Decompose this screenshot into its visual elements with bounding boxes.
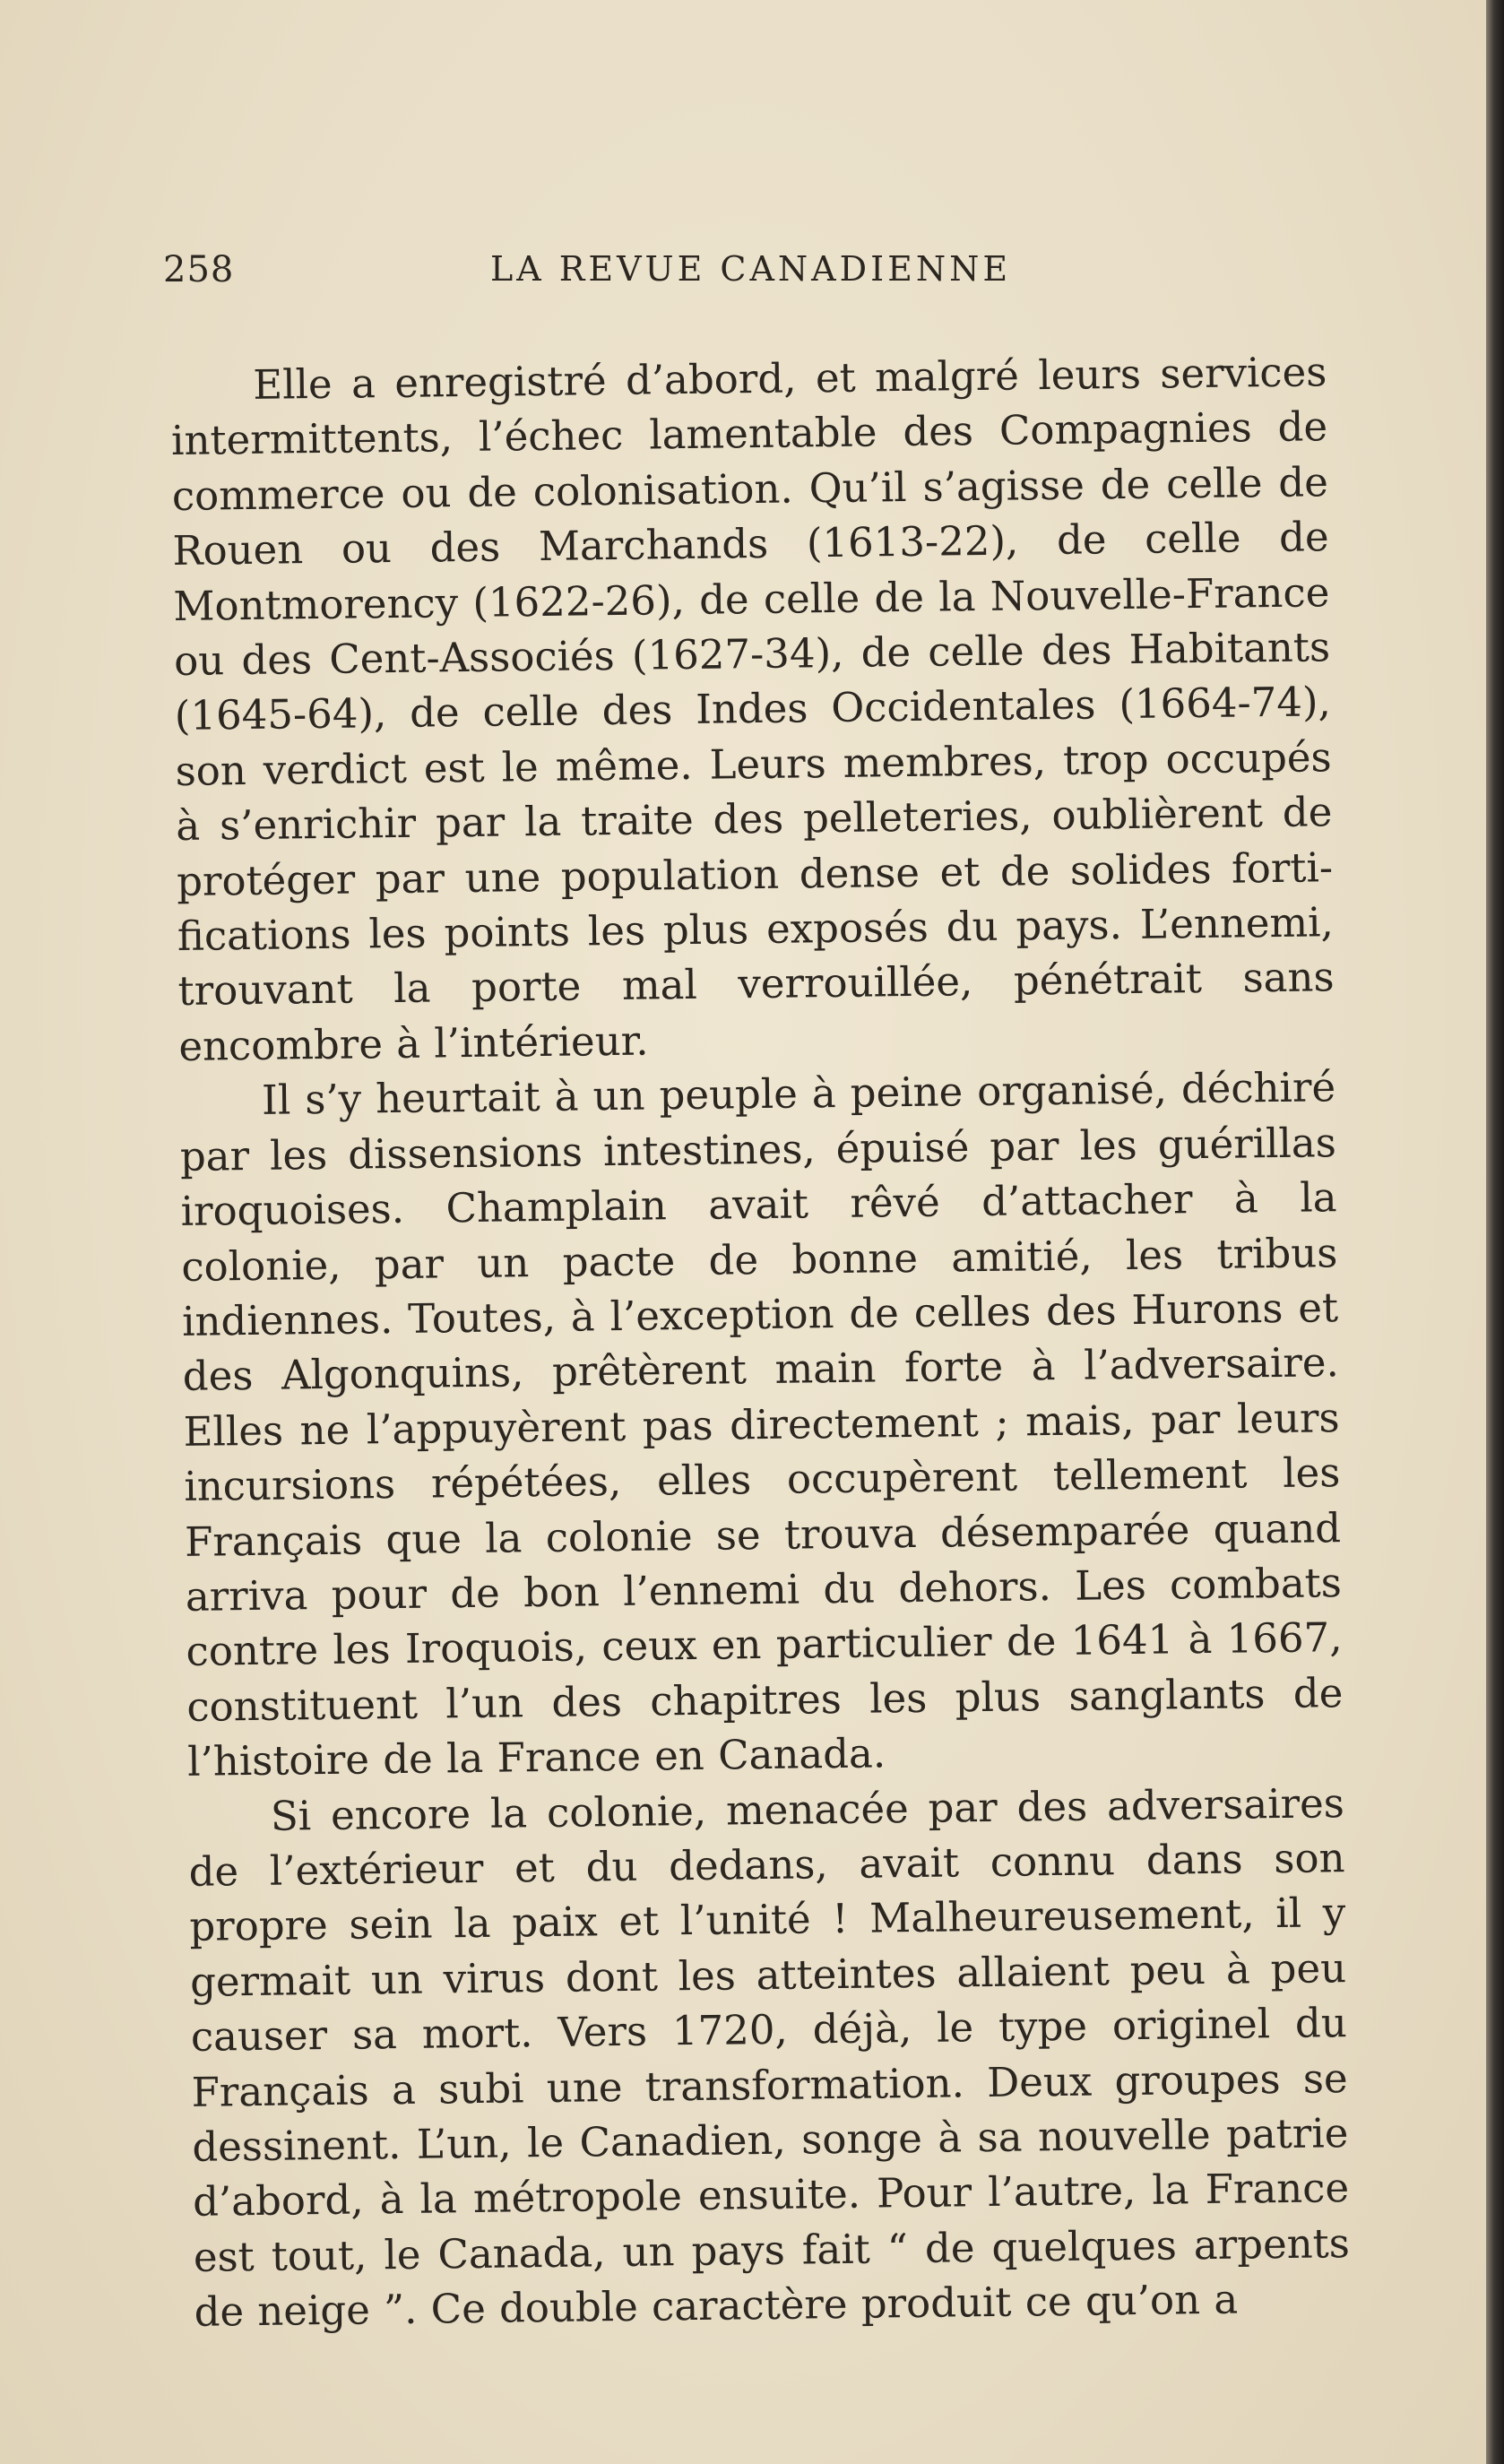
paragraph-3: Si encore la colonie, menacée par des adversaires de l’extérieur et du dedans, avait connu dans son propre sein la paix et l’unité ! Malheureusement, il y germait un virus dont les atteintes allaient peu à peu causer sa mort. Vers 1720, déjà, le type originel du Français a subi une transformation. Deux groupes se dessinent. L’un, le Canadien, songe à sa nouvelle patrie d’abord, à la métropole ensuite. Pour l’autre, la France est tout, le Canada, un pays fait “ de quelques arpents de neige ”. Ce double caractère produit ce qu’on a [188, 1778, 1351, 2337]
running-head [163, 249, 1328, 303]
page-number: 258 [163, 249, 235, 290]
page-binding-edge [1486, 0, 1504, 2464]
journal-title: LA REVUE CANADIENNE [490, 249, 1012, 289]
paragraph-1: Elle a enregistré d’abord, et malgré leurs services intermittents, l’échec lamentable des Compagnies de commerce ou de colonisation. Qu’il s’agisse de celle de Rouen ou des Marchands (1613-22), de celle de Montmorency (1622-26), de celle de la Nouvelle-France ou des Cent-Associés (1627-34), de celle des Habitants (1645-64), de celle des Indes Occidentales (1664-74), son verdict est le même. Leurs membres, trop occupés à s’enrichir par la traite des pelleteries, oublièrent de protéger par une population dense et de solides fortifications les points les plus exposés du pays. L’ennemi, trouvant la porte mal verrouillée, pénétrait sans encombre à l’intérieur. [170, 348, 1335, 1070]
paragraph-2: Il s’y heurtait à un peuple à peine organisé, déchiré par les dissensions intestines, épuisé par les guérillas iroquoises. Champlain avait rêvé d’attacher à la colonie, par un pacte de bonne amitié, les tribus indiennes. Toutes, à l’exception de celles des Hurons et des Algonquins, prêtèrent main forte à l’adversaire. Elles ne l’appuyèrent pas directement ; mais, par leurs incursions répétées, elles occupèrent tellement les Français que la colonie se trouva désemparée quand arriva pour de bon l’ennemi du dehors. Les combats contre les Iroquois, ceux en particulier de 1641 à 1667, constituent l’un des chapitres les plus sanglants de l’histoire de la France en Canada. [179, 1063, 1344, 1786]
body-text [170, 344, 1351, 2339]
